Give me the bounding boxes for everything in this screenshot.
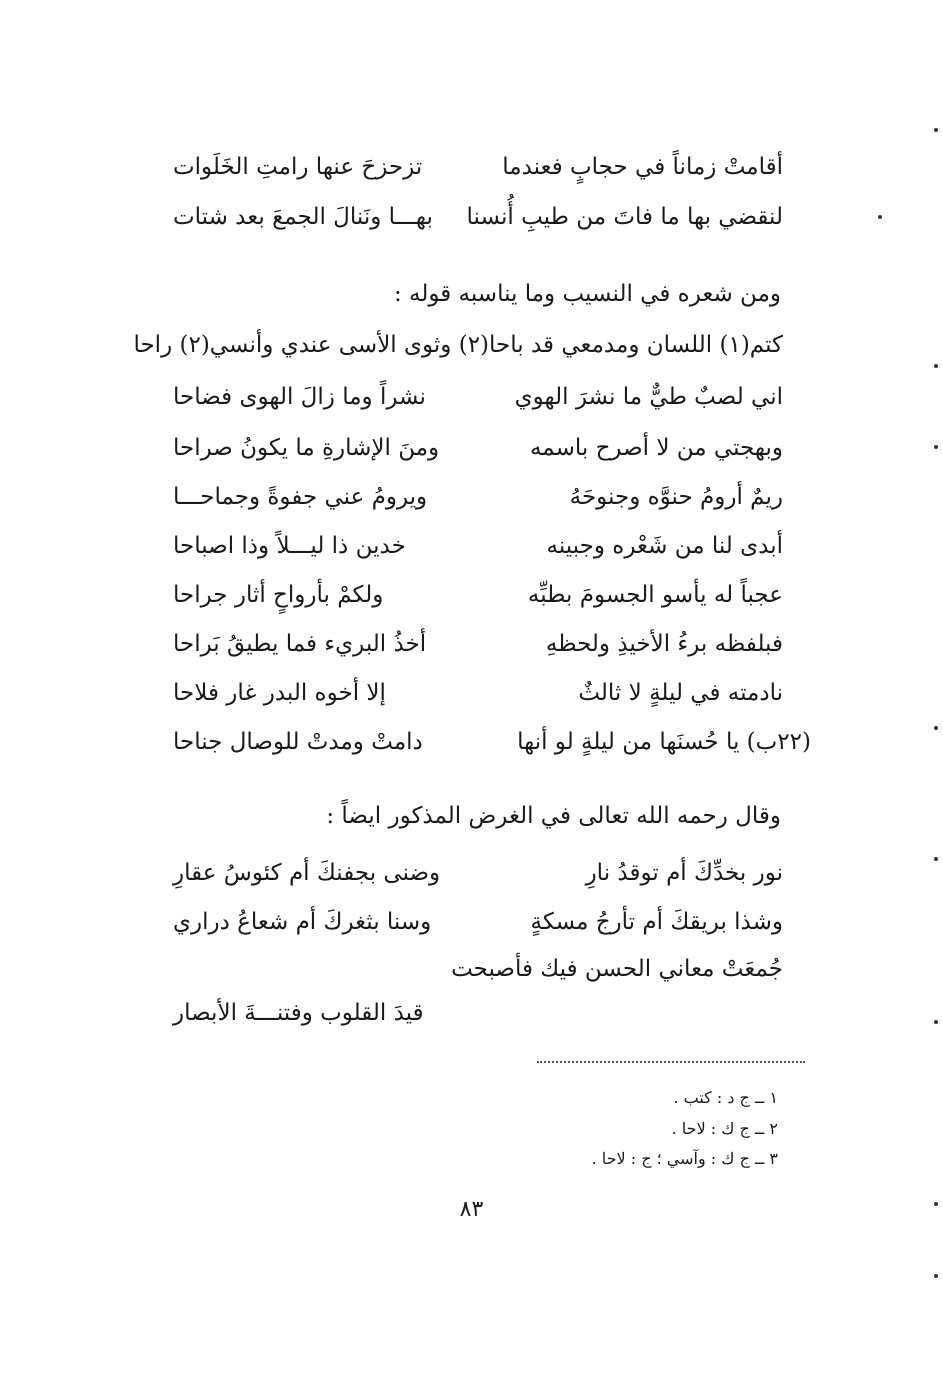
- verse-line: [173, 200, 783, 234]
- verse-line: [173, 996, 563, 1030]
- verse-second-hemistich: بهـــا ونَنالَ الجمعَ بعد شتات: [173, 204, 433, 230]
- verse-first-hemistich: نادمته في ليلةٍ لا ثالثٌ: [578, 680, 783, 706]
- verse-second-hemistich: أخذُ البريء فما يطيقُ بَراحا: [173, 631, 427, 657]
- poem-intro: وقال رحمه الله تعالى في الغرض المذكور ايضاً :: [326, 803, 781, 829]
- scan-speck: [934, 857, 938, 861]
- scan-speck: [934, 445, 938, 449]
- verse-first-hemistich: جُمعَتْ معاني الحسن فيك فأصبحت: [451, 956, 783, 982]
- verse-second-hemistich: ومنَ الإشارةِ ما يكونُ صراحا: [173, 435, 440, 461]
- footnote: ١ ــ ج د : كتب .: [673, 1088, 778, 1107]
- verse-second-hemistich: ويرومُ عني جفوةً وجماحـــا: [173, 484, 428, 510]
- scan-speck: [934, 1274, 938, 1278]
- verse-second-hemistich: قيدَ القلوب وفتنـــةَ الأبصار: [173, 1000, 424, 1026]
- verse-line: [173, 905, 783, 939]
- verse-first-hemistich: اني لصبٌ طيٌّ ما نشرَ الهوي: [514, 384, 783, 410]
- verse-line: [173, 676, 783, 710]
- verse-line: [173, 627, 783, 661]
- footnote-separator: [537, 1061, 805, 1063]
- verse-line: [173, 431, 783, 465]
- scan-speck: [878, 215, 882, 219]
- footnote: ٢ ــ ج ك : لاحا .: [671, 1119, 778, 1138]
- verse-first-hemistich: أقامتْ زماناً في حجابٍ فعندما: [502, 154, 783, 180]
- scan-speck: [934, 1202, 938, 1206]
- verse-first-hemistich: فبلفظه برءُ الأخيذِ ولحظهِ: [545, 631, 783, 657]
- scan-speck: [934, 1020, 938, 1024]
- verse-first-hemistich: أبدى لنا من شَعْره وجبينه: [546, 533, 783, 559]
- verse-second-hemistich: وسنا بثغركَ أم شعاعُ دراري: [173, 909, 432, 935]
- verse-first-hemistich: نور بخدِّكَ أم توقدُ نارِ: [585, 860, 783, 886]
- verse-second-hemistich: تزحزحَ عنها رامتِ الخَلَوات: [173, 154, 423, 180]
- verse-first-hemistich: وبهجتي من لا أصرح باسمه: [529, 435, 783, 461]
- verse-second-hemistich: نشراً وما زالَ الهوى فضاحا: [173, 384, 426, 410]
- verse-second-hemistich: وضنى بجفنكَ أم كئوسُ عقارِ: [173, 860, 441, 886]
- verse-line: [173, 725, 811, 759]
- page-number: ٨٣: [459, 1197, 484, 1222]
- verse-line: [173, 150, 783, 184]
- verse-full-line: كتم(١) اللسان ومدمعي قد باحا(٢) وثوى الأسى عندي وأنسي(٢) راحا: [133, 332, 783, 358]
- scan-speck: [934, 726, 938, 730]
- verse-line: [133, 328, 783, 362]
- verse-first-hemistich: عجباً له يأسو الجسومَ بطبِّه: [527, 582, 783, 608]
- verse-first-hemistich: (٢٢ب) يا حُسنَها من ليلةٍ لو أنها: [517, 729, 811, 755]
- verse-second-hemistich: إلا أخوه البدر غار فلاحا: [173, 680, 386, 706]
- verse-first-hemistich: وشذا بريقكَ أم تأرجُ مسكةٍ: [530, 909, 783, 935]
- verse-first-hemistich: ريمٌ أرومُ حنوَّه وجنوحَهُ: [569, 484, 783, 510]
- verse-second-hemistich: خدين ذا ليـــلاً وذا اصباحا: [173, 533, 406, 559]
- verse-line: [173, 952, 783, 986]
- verse-first-hemistich: لنقضي بها ما فاتَ من طيبِ أُنسنا: [466, 204, 783, 230]
- poem-intro: ومن شعره في النسيب وما يناسبه قوله :: [393, 281, 781, 307]
- scan-speck: [934, 364, 938, 368]
- verse-line: [173, 480, 783, 514]
- verse-line: [173, 529, 783, 563]
- verse-line: [173, 578, 783, 612]
- footnote: ٣ ــ ج ك : وآسي ؛ ج : لاحا .: [591, 1149, 778, 1168]
- verse-second-hemistich: دامتْ ومدتْ للوصال جناحا: [173, 729, 423, 755]
- verse-line: [173, 856, 783, 890]
- verse-line: [173, 380, 783, 414]
- verse-second-hemistich: ولكمْ بأرواحٍ أثار جراحا: [173, 582, 384, 608]
- scan-speck: [934, 128, 938, 132]
